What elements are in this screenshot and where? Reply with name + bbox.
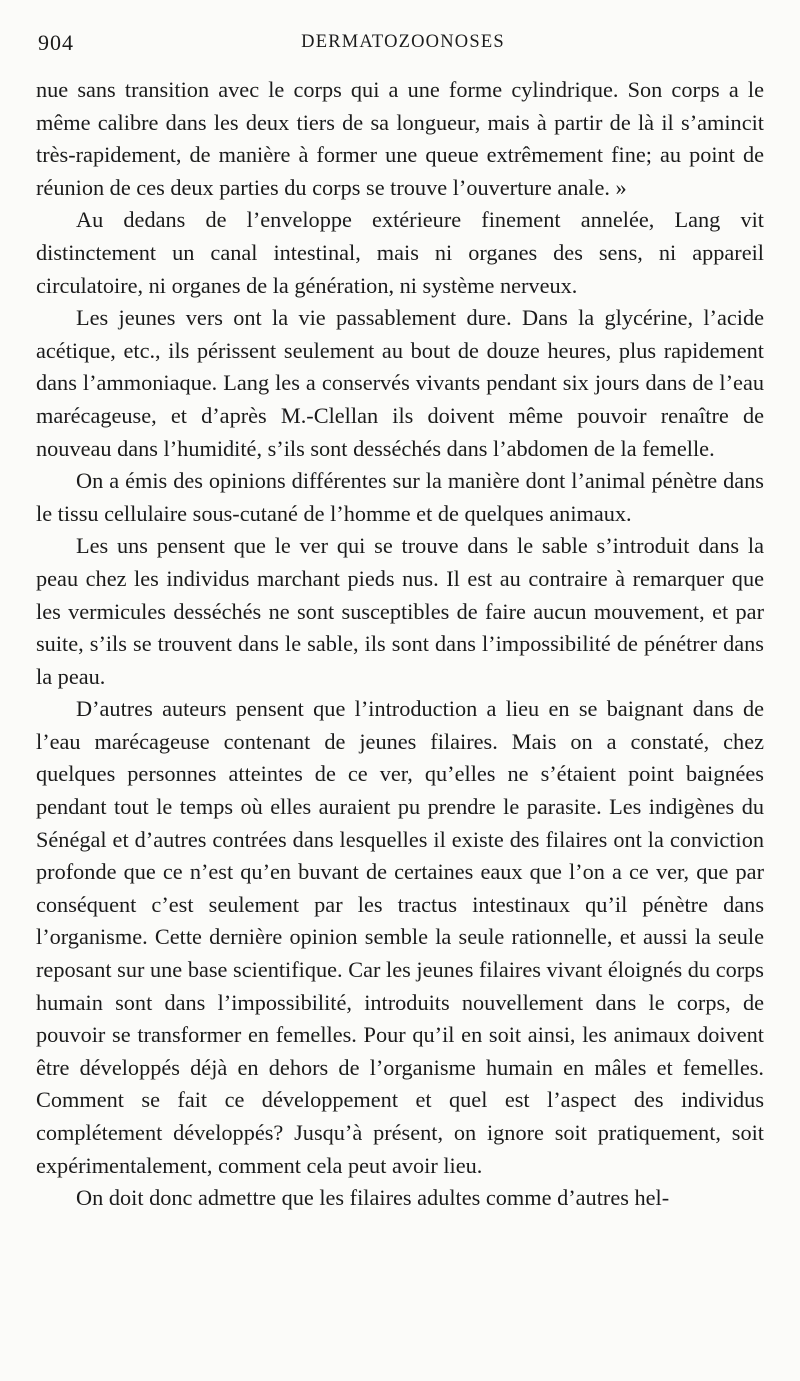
running-title: DERMATOZOONOSES [301,32,505,52]
paragraph-last: On doit donc admettre que les filaires adultes comme d’autres hel- [76,1185,670,1211]
paragraph: Les jeunes vers ont la vie passablement dure. Dans la glycérine, l’acide acétique, etc., ils périssent seulement au bout de douze heures, plus rapidement dans l’ammoniaque. Lang les a conservés vivants pendant six jours dans de l’eau marécageuse, et d’après M.-Clellan ils doivent même pouvoir renaître de nouveau dans l’humidité, s’ils sont desséchés dans l’abdomen de la femelle. [36,305,764,461]
paragraph: Les uns pensent que le ver qui se trouve dans le sable s’introduit dans la peau chez les individus marchant pieds nus. Il est au contraire à remarquer que les vermicules desséchés ne sont susceptibles de faire aucun mouvement, et par suite, s’ils se trouvent dans le sable, ils sont dans l’impossibilité de pénétrer dans la peau. [36,533,764,689]
paragraph-continued: nue sans transition avec le corps qui a une forme cylindrique. Son corps a le même calibre dans les deux tiers de sa longueur, mais à partir de là il s’amincit très-rapidement, de manière à former une queue extrêmement fine; au point de réunion de ces deux parties du corps se trouve l’ouverture anale. » [36,77,764,200]
body-text [36,74,764,1215]
paragraph: On a émis des opinions différentes sur la manière dont l’animal pénètre dans le tissu cellulaire sous-cutané de l’homme et de quelques animaux. [36,468,764,526]
running-head [38,30,768,60]
paragraph: Au dedans de l’enveloppe extérieure finement annelée, Lang vit distinctement un canal intestinal, mais ni organes des sens, ni appareil circulatoire, ni organes de la génération, ni système nerveux. [36,207,764,298]
page-number: 904 [38,30,74,55]
paragraph: D’autres auteurs pensent que l’introduction a lieu en se baignant dans de l’eau marécageuse contenant de jeunes filaires. Mais on a constaté, chez quelques personnes atteintes de ce ver, qu’elles ne s’étaient point baignées pendant tout le temps où elles auraient pu prendre le parasite. Les indigènes du Sénégal et d’autres contrées dans lesquelles il existe des filaires ont la conviction profonde que ce n’est qu’en buvant de certaines eaux que l’on a ce ver, que par conséquent c’est seulement par les tractus intestinaux qu’il pénètre dans l’organisme. Cette dernière opinion semble la seule rationnelle, et aussi la seule reposant sur une base scientifique. Car les jeunes filaires vivant éloignés du corps humain sont dans l’impossibilité, introduits nouvellement dans le corps, de pouvoir se transformer en femelles. Pour qu’il en soit ainsi, les animaux doivent être développés déjà en dehors de l’organisme humain en mâles et femelles. Comment se fait ce développement et quel est l’aspect des individus complétement développés? Jusqu’à présent, on ignore soit pratiquement, soit expérimentalement, comment cela peut avoir lieu. [36,696,764,1178]
